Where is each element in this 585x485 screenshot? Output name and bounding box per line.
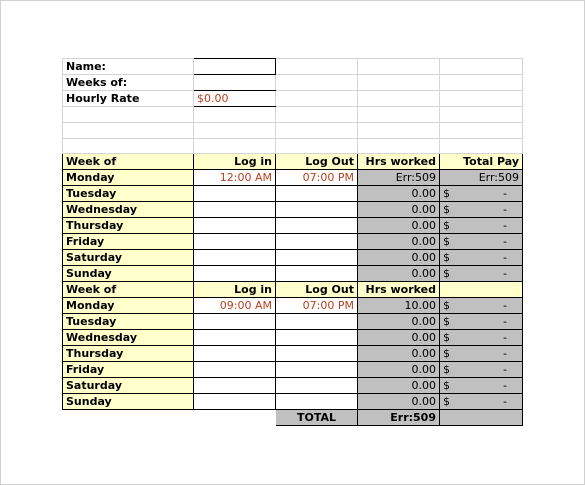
log-in-cell[interactable] (194, 378, 276, 394)
name-label: Name: (63, 59, 194, 75)
pay-dash: - (503, 235, 507, 248)
cell[interactable] (440, 59, 523, 75)
cell[interactable] (276, 107, 358, 123)
log-out-cell[interactable] (276, 202, 358, 218)
cell[interactable] (440, 123, 523, 139)
cell[interactable] (194, 139, 276, 154)
log-in-header: Log in (194, 154, 276, 170)
log-in-header: Log in (194, 282, 276, 298)
pay-value (443, 186, 519, 201)
day-label: Sunday (63, 266, 194, 282)
log-out-cell[interactable] (276, 314, 358, 330)
cell[interactable] (276, 59, 358, 75)
log-in-cell[interactable] (194, 202, 276, 218)
log-out-cell[interactable] (276, 266, 358, 282)
pay-value (443, 218, 519, 233)
log-out-cell[interactable] (276, 250, 358, 266)
day-label: Thursday (63, 218, 194, 234)
week2-header-row (63, 282, 523, 298)
pay-dash: - (503, 187, 507, 200)
pay-value (443, 250, 519, 265)
day-label: Wednesday (63, 330, 194, 346)
day-row (63, 250, 523, 266)
currency-symbol: $ (443, 235, 450, 248)
weeks-label: Weeks of: (63, 75, 194, 91)
rate-input-cell[interactable]: $0.00 (194, 91, 276, 107)
blank-row (63, 139, 523, 154)
log-in-cell[interactable] (194, 314, 276, 330)
currency-symbol: $ (443, 379, 450, 392)
day-label: Saturday (63, 378, 194, 394)
total-pay-cell (440, 218, 523, 234)
cell[interactable] (276, 75, 358, 91)
cell[interactable] (358, 91, 440, 107)
week1-header-row (63, 154, 523, 170)
log-in-cell[interactable] (194, 394, 276, 410)
cell[interactable] (358, 59, 440, 75)
total-pay-cell: Err:509 (440, 170, 523, 186)
day-label: Wednesday (63, 202, 194, 218)
pay-dash: - (503, 331, 507, 344)
day-label: Thursday (63, 346, 194, 362)
pay-value (443, 266, 519, 281)
day-row (63, 186, 523, 202)
log-in-cell[interactable] (194, 186, 276, 202)
day-label: Tuesday (63, 314, 194, 330)
log-out-cell[interactable] (276, 362, 358, 378)
cell[interactable] (440, 75, 523, 91)
pay-dash: - (503, 299, 507, 312)
total-pay-cell (440, 314, 523, 330)
currency-symbol: $ (443, 299, 450, 312)
cell[interactable] (358, 75, 440, 91)
currency-symbol: $ (443, 315, 450, 328)
timesheet-table (62, 58, 523, 426)
total-value: Err:509 (358, 410, 440, 426)
total-pay-cell (440, 250, 523, 266)
hrs-worked-cell: 0.00 (358, 330, 440, 346)
currency-symbol: $ (443, 219, 450, 232)
log-in-cell[interactable] (194, 234, 276, 250)
blank-row (63, 123, 523, 139)
pay-dash: - (503, 315, 507, 328)
cell[interactable] (440, 91, 523, 107)
day-row (63, 202, 523, 218)
rate-label: Hourly Rate (63, 91, 194, 107)
total-pay-cell (440, 266, 523, 282)
cell[interactable] (63, 107, 194, 123)
day-label: Friday (63, 362, 194, 378)
total-pay-cell (440, 362, 523, 378)
log-in-cell[interactable] (194, 362, 276, 378)
log-out-cell[interactable] (276, 330, 358, 346)
currency-symbol: $ (443, 347, 450, 360)
log-in-cell[interactable]: 09:00 AM (194, 298, 276, 314)
cell (194, 410, 276, 426)
day-label: Tuesday (63, 186, 194, 202)
log-out-cell[interactable] (276, 218, 358, 234)
log-out-cell[interactable]: 07:00 PM (276, 170, 358, 186)
hrs-worked-cell: 0.00 (358, 394, 440, 410)
cell[interactable] (358, 107, 440, 123)
weeks-input-cell[interactable] (194, 75, 276, 91)
pay-value (443, 346, 519, 361)
total-row (63, 410, 523, 426)
day-row (63, 218, 523, 234)
day-label: Monday (63, 170, 194, 186)
log-out-cell[interactable]: 07:00 PM (276, 298, 358, 314)
log-out-cell[interactable] (276, 394, 358, 410)
hrs-worked-cell: Err:509 (358, 170, 440, 186)
log-out-header: Log Out (276, 282, 358, 298)
cell[interactable] (358, 139, 440, 154)
pay-dash: - (503, 363, 507, 376)
cell[interactable] (358, 123, 440, 139)
name-input-cell[interactable] (194, 59, 276, 75)
currency-symbol: $ (443, 363, 450, 376)
day-row (63, 378, 523, 394)
total-pay-cell (440, 346, 523, 362)
pay-value (443, 298, 519, 313)
cell (63, 410, 194, 426)
pay-value (443, 330, 519, 345)
rate-row (63, 91, 523, 107)
cell[interactable] (276, 139, 358, 154)
log-in-cell[interactable]: 12:00 AM (194, 170, 276, 186)
hrs-worked-cell: 0.00 (358, 346, 440, 362)
total-pay-cell (440, 298, 523, 314)
pay-value (443, 394, 519, 409)
blank-row (63, 107, 523, 123)
total-pay-cell (440, 202, 523, 218)
pay-dash: - (503, 347, 507, 360)
hrs-worked-cell: 0.00 (358, 314, 440, 330)
hrs-worked-cell: 0.00 (358, 378, 440, 394)
cell[interactable] (194, 107, 276, 123)
hrs-worked-cell: 0.00 (358, 234, 440, 250)
pay-dash: - (503, 379, 507, 392)
log-in-cell[interactable] (194, 250, 276, 266)
hrs-worked-header: Hrs worked (358, 282, 440, 298)
cell[interactable] (440, 107, 523, 123)
currency-symbol: $ (443, 251, 450, 264)
total-pay-cell (440, 378, 523, 394)
hrs-worked-cell: 10.00 (358, 298, 440, 314)
cell[interactable] (63, 139, 194, 154)
day-row (63, 362, 523, 378)
hrs-worked-cell: 0.00 (358, 250, 440, 266)
pay-dash: - (503, 395, 507, 408)
day-row (63, 170, 523, 186)
day-label: Saturday (63, 250, 194, 266)
cell[interactable] (63, 123, 194, 139)
hrs-worked-header: Hrs worked (358, 154, 440, 170)
pay-dash: - (503, 203, 507, 216)
day-label: Sunday (63, 394, 194, 410)
hrs-worked-cell: 0.00 (358, 202, 440, 218)
total-pay-cell (440, 234, 523, 250)
log-in-cell[interactable] (194, 266, 276, 282)
pay-dash: - (503, 251, 507, 264)
hrs-worked-cell: 0.00 (358, 186, 440, 202)
currency-symbol: $ (443, 395, 450, 408)
cell[interactable] (194, 123, 276, 139)
pay-dash: - (503, 267, 507, 280)
log-in-cell[interactable] (194, 218, 276, 234)
name-row (63, 59, 523, 75)
log-in-cell[interactable] (194, 330, 276, 346)
total-label: TOTAL (276, 410, 358, 426)
week-of-header: Week of (63, 282, 194, 298)
pay-value (443, 378, 519, 393)
pay-dash: - (503, 219, 507, 232)
log-out-cell[interactable] (276, 346, 358, 362)
currency-symbol: $ (443, 187, 450, 200)
log-out-cell[interactable] (276, 378, 358, 394)
currency-symbol: $ (443, 203, 450, 216)
total-pay-header: Total Pay (440, 154, 523, 170)
day-row (63, 266, 523, 282)
week-of-header: Week of (63, 154, 194, 170)
day-row (63, 330, 523, 346)
day-row (63, 394, 523, 410)
currency-symbol: $ (443, 331, 450, 344)
total-pay-empty (440, 410, 523, 426)
total-pay-cell (440, 330, 523, 346)
total-pay-cell (440, 394, 523, 410)
log-out-cell[interactable] (276, 234, 358, 250)
weeks-row (63, 75, 523, 91)
hrs-worked-cell: 0.00 (358, 362, 440, 378)
cell[interactable] (276, 91, 358, 107)
pay-value (443, 234, 519, 249)
pay-value (443, 362, 519, 377)
log-in-cell[interactable] (194, 346, 276, 362)
hrs-worked-cell: 0.00 (358, 266, 440, 282)
day-row (63, 298, 523, 314)
day-row (63, 234, 523, 250)
currency-symbol: $ (443, 267, 450, 280)
total-pay-cell (440, 186, 523, 202)
day-row (63, 314, 523, 330)
cell[interactable] (440, 139, 523, 154)
pay-value (443, 202, 519, 217)
cell[interactable] (276, 123, 358, 139)
day-row (63, 346, 523, 362)
day-label: Friday (63, 234, 194, 250)
pay-value (443, 314, 519, 329)
log-out-header: Log Out (276, 154, 358, 170)
day-label: Monday (63, 298, 194, 314)
total-pay-header-empty (440, 282, 523, 298)
hrs-worked-cell: 0.00 (358, 218, 440, 234)
log-out-cell[interactable] (276, 186, 358, 202)
